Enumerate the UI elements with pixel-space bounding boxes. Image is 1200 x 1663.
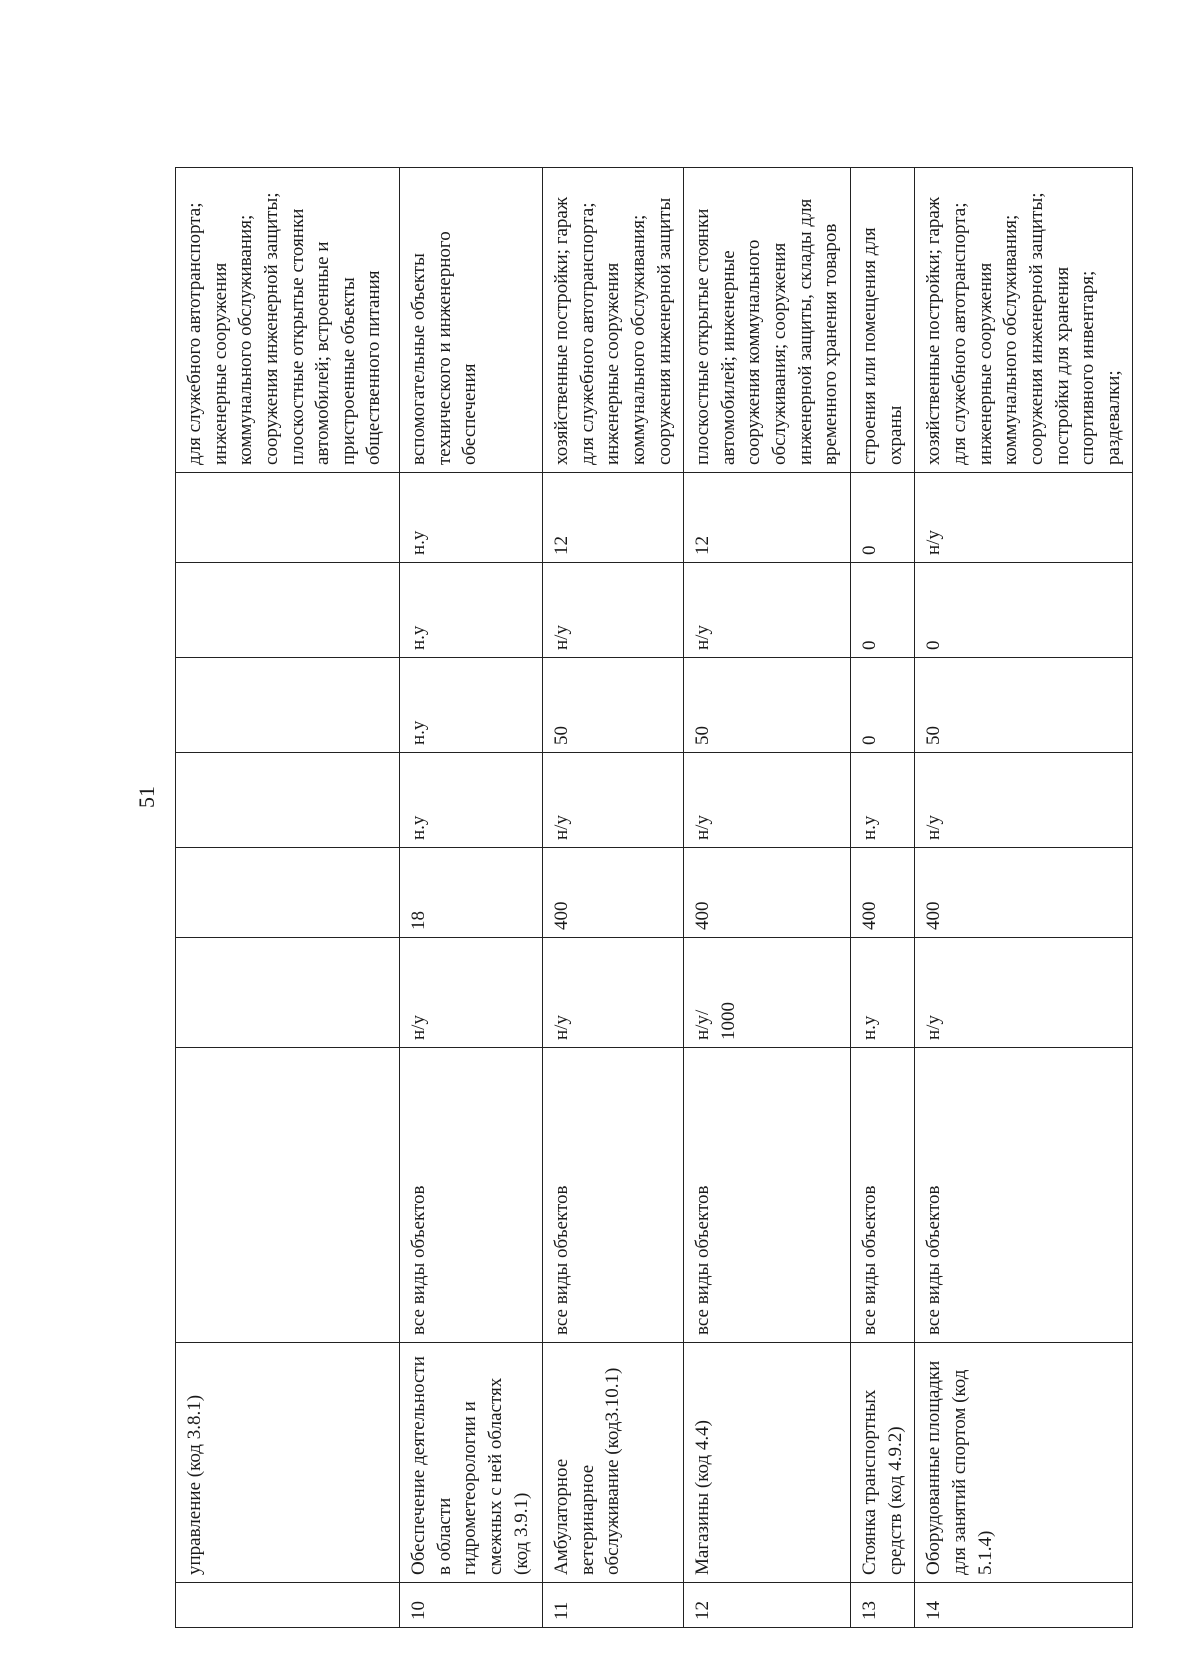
value-cell-1: н/у [400, 938, 543, 1048]
value-cell-1 [176, 938, 400, 1048]
row-number [176, 1583, 400, 1628]
value-cell-6: 12 [543, 473, 684, 563]
zoning-table [175, 167, 1133, 1628]
land-use-type: управление (код 3.8.1) [176, 1343, 400, 1583]
land-use-type: Оборудованные площадки для занятий спортом (код 5.1.4) [915, 1343, 1133, 1583]
row-number: 11 [543, 1583, 684, 1628]
value-cell-6: н.у [400, 473, 543, 563]
value-cell-2: 400 [915, 848, 1133, 938]
value-cell-5: н/у [543, 563, 684, 658]
value-cell-4 [176, 658, 400, 753]
table-row [851, 168, 915, 1628]
auxiliary-uses: хозяйственные постройки; гараж для служебного автотранспорта; инженерные сооружения коммунального обслуживания; сооружения инженерной защиты [543, 168, 684, 473]
value-cell-4: н.у [400, 658, 543, 753]
land-use-type: Обеспечение деятельности в области гидрометеорологии и смежных с ней областях (код 3.9.1) [400, 1343, 543, 1583]
value-cell-5: 0 [915, 563, 1133, 658]
value-cell-1: н.у [851, 938, 915, 1048]
value-cell-3: н/у [915, 753, 1133, 848]
value-cell-4: 50 [915, 658, 1133, 753]
value-cell-5: н.у [400, 563, 543, 658]
table-row [400, 168, 543, 1628]
zoning-table-container [175, 168, 1124, 1628]
auxiliary-uses: для служебного автотранспорта; инженерные сооружения коммунального обслуживания; сооружения инженерной защиты; плоскостные открытые стоянки автомобилей; встроенные и пристроенные объекты общественного питания [176, 168, 400, 473]
value-cell-1: н/у [543, 938, 684, 1048]
row-number: 14 [915, 1583, 1133, 1628]
value-cell-3: н.у [400, 753, 543, 848]
value-cell-1: н/у [915, 938, 1133, 1048]
value-cell-6 [176, 473, 400, 563]
row-number: 10 [400, 1583, 543, 1628]
table-row [543, 168, 684, 1628]
value-cell-3: н.у [851, 753, 915, 848]
table-row [915, 168, 1133, 1628]
value-cell-4: 0 [851, 658, 915, 753]
value-cell-2: 400 [684, 848, 851, 938]
page-number: 51 [134, 786, 159, 808]
value-cell-2 [176, 848, 400, 938]
land-use-type: Магазины (код 4.4) [684, 1343, 851, 1583]
value-cell-5: 0 [851, 563, 915, 658]
table-row [684, 168, 851, 1628]
value-cell-6: н/у [915, 473, 1133, 563]
value-cell-3 [176, 753, 400, 848]
row-number: 13 [851, 1583, 915, 1628]
auxiliary-uses: плоскостные открытые стоянки автомобилей; инженерные сооружения коммунального обслуживания; сооружения инженерной защиты, склады для временного хранения товаров [684, 168, 851, 473]
value-cell-5 [176, 563, 400, 658]
auxiliary-uses: хозяйственные постройки; гараж для служебного автотранспорта; инженерные сооружения коммунального обслуживания; сооружения инженерной защиты; постройки для хранения спортивного инвентаря; раздевалки; [915, 168, 1133, 473]
value-cell-6: 12 [684, 473, 851, 563]
table-row-continuation [176, 168, 400, 1628]
land-use-type: Стоянка транспортных средств (код 4.9.2) [851, 1343, 915, 1583]
value-cell-2: 400 [543, 848, 684, 938]
value-cell-3: н/у [684, 753, 851, 848]
object-types: все виды объектов [915, 1048, 1133, 1343]
value-cell-1: н/у/ 1000 [684, 938, 851, 1048]
object-types [176, 1048, 400, 1343]
object-types: все виды объектов [684, 1048, 851, 1343]
land-use-type: Амбулаторное ветеринарное обслуживание (код3.10.1) [543, 1343, 684, 1583]
auxiliary-uses: строения или помещения для охраны [851, 168, 915, 473]
value-cell-4: 50 [543, 658, 684, 753]
object-types: все виды объектов [543, 1048, 684, 1343]
object-types: все виды объектов [851, 1048, 915, 1343]
auxiliary-uses: вспомогательные объекты технического и инженерного обеспечения [400, 168, 543, 473]
object-types: все виды объектов [400, 1048, 543, 1343]
value-cell-5: н/у [684, 563, 851, 658]
row-number: 12 [684, 1583, 851, 1628]
value-cell-2: 400 [851, 848, 915, 938]
value-cell-3: н/у [543, 753, 684, 848]
value-cell-6: 0 [851, 473, 915, 563]
value-cell-2: 18 [400, 848, 543, 938]
value-cell-4: 50 [684, 658, 851, 753]
